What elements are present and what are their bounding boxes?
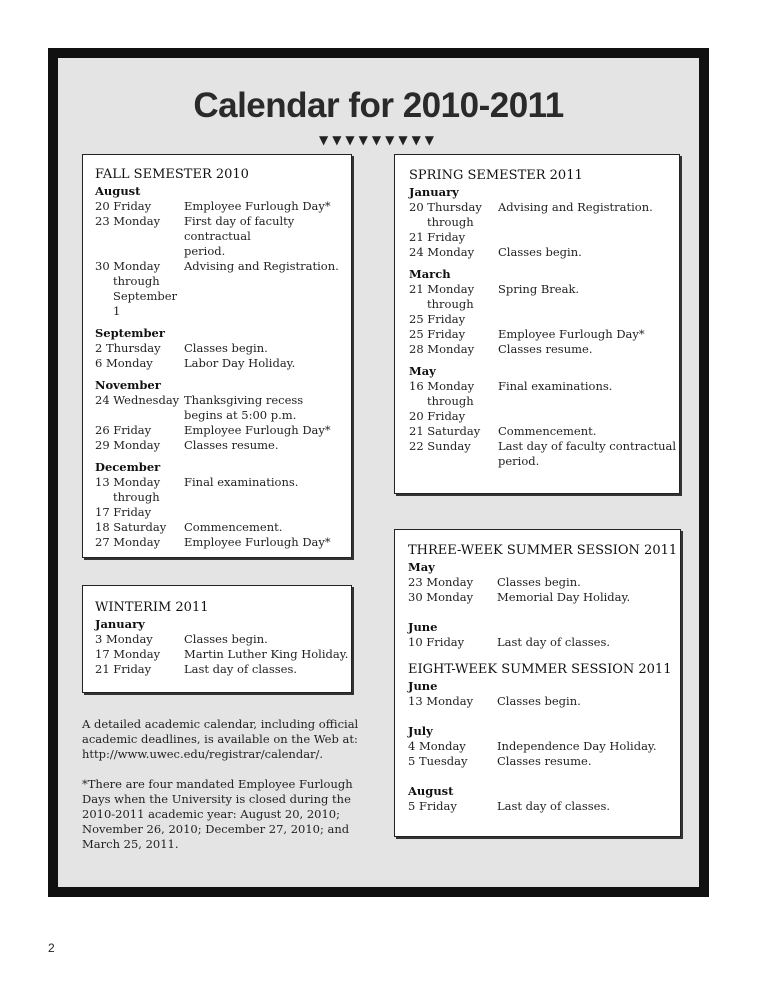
calendar-row	[95, 244, 351, 259]
row-date	[95, 408, 184, 423]
furlough-note: *There are four mandated Employee Furlough Days when the University is closed during the 2010-2011 academic year: August 20, 2010; November 26, 2010; December 27, 2010; and March 25, 2011.	[82, 777, 353, 851]
calendar-row	[409, 297, 679, 312]
row-event: Martin Luther King Holiday.	[184, 647, 349, 661]
calendar-row	[95, 274, 351, 289]
row-event: Last day of faculty contractual	[498, 439, 677, 453]
calendar-row	[95, 259, 351, 274]
month-heading: June	[408, 679, 438, 693]
fall-semester-heading: FALL SEMESTER 2010	[95, 167, 249, 182]
row-date: 25 Friday	[409, 327, 466, 341]
three-week-summer-heading: THREE-WEEK SUMMER SESSION 2011	[408, 543, 678, 558]
page-title: Calendar for 2010-2011	[193, 86, 564, 125]
row-event: Classes resume.	[184, 438, 279, 452]
calendar-row	[409, 439, 679, 454]
row-event: Advising and Registration.	[498, 200, 653, 214]
row-date: September 1	[113, 289, 178, 318]
month-heading: November	[95, 378, 161, 392]
month-spacer	[408, 769, 680, 784]
row-event: Classes begin.	[498, 245, 582, 259]
row-date	[409, 454, 498, 469]
calendar-row	[95, 535, 351, 550]
row-date: 5 Friday	[408, 799, 457, 813]
calendar-row	[95, 490, 351, 505]
month-spacer	[408, 605, 680, 620]
row-event: Classes begin.	[184, 632, 268, 646]
row-date: 17 Monday	[95, 647, 161, 661]
month-heading: May	[409, 364, 436, 378]
calendar-row	[408, 575, 680, 590]
month-heading: January	[409, 185, 459, 199]
row-event: Independence Day Holiday.	[497, 739, 657, 753]
row-date: 20 Friday	[409, 409, 466, 423]
month-spacer	[95, 371, 351, 378]
row-event	[184, 274, 351, 289]
row-date: 13 Monday	[408, 694, 474, 708]
row-event: Classes begin.	[497, 575, 581, 589]
calendar-row	[95, 289, 351, 319]
row-event: Spring Break.	[498, 282, 580, 296]
row-date: 26 Friday	[95, 423, 152, 437]
month-heading: May	[408, 560, 435, 574]
row-date: 30 Monday	[95, 259, 161, 273]
calendar-row	[409, 327, 679, 342]
row-date: 24 Wednesday	[95, 393, 180, 407]
calendar-row	[95, 438, 351, 453]
row-event: Employee Furlough Day*	[184, 535, 331, 549]
calendar-row	[95, 647, 351, 662]
row-date: 23 Monday	[408, 575, 474, 589]
row-event: period.	[498, 454, 540, 468]
row-event: Commencement.	[184, 520, 283, 534]
row-event: First day of faculty contractual	[184, 214, 295, 243]
calendar-row	[95, 199, 351, 214]
calendar-row	[95, 393, 351, 408]
month-heading: March	[409, 267, 451, 281]
calendar-row	[95, 356, 351, 371]
calendar-row	[409, 312, 679, 327]
row-event: Classes resume.	[498, 342, 593, 356]
fall-semester-list	[95, 184, 351, 550]
row-date: 10 Friday	[408, 635, 465, 649]
row-event: Employee Furlough Day*	[184, 199, 331, 213]
row-date: 18 Saturday	[95, 520, 167, 534]
month-spacer	[409, 357, 679, 364]
calendar-row	[95, 214, 351, 244]
row-date: 25 Friday	[409, 312, 466, 326]
spring-semester-heading: SPRING SEMESTER 2011	[409, 168, 583, 183]
row-event: Last day of classes.	[497, 635, 611, 649]
calendar-row	[95, 632, 351, 647]
calendar-row	[95, 423, 351, 438]
row-date: 23 Monday	[95, 214, 161, 228]
row-event	[184, 490, 351, 505]
three-week-summer-list	[408, 560, 680, 650]
row-event: Labor Day Holiday.	[184, 356, 296, 370]
month-spacer	[95, 453, 351, 460]
calendar-row	[408, 694, 680, 709]
row-event: Thanksgiving recess	[184, 393, 304, 407]
eight-week-summer-list	[408, 679, 680, 814]
row-date: through	[427, 297, 474, 311]
row-event: Final examinations.	[498, 379, 613, 393]
row-event	[498, 394, 679, 409]
calendar-row	[95, 505, 351, 520]
calendar-row	[409, 215, 679, 230]
winterim-heading: WINTERIM 2011	[95, 600, 209, 615]
fall-semester-box	[82, 154, 352, 558]
row-date: through	[113, 274, 160, 288]
row-date: 30 Monday	[408, 590, 474, 604]
row-date: 6 Monday	[95, 356, 153, 370]
triangle-ornament: ▼▼▼▼▼▼▼▼▼	[318, 133, 439, 147]
spring-semester-list	[409, 185, 679, 469]
row-event	[184, 505, 351, 520]
row-date: 29 Monday	[95, 438, 161, 452]
row-date: 24 Monday	[409, 245, 475, 259]
row-event	[498, 409, 679, 424]
row-date: 4 Monday	[408, 739, 466, 753]
calendar-row	[409, 200, 679, 215]
row-date: 22 Sunday	[409, 439, 471, 453]
calendar-row	[95, 662, 351, 677]
row-date: 17 Friday	[95, 505, 152, 519]
calendar-row	[95, 408, 351, 423]
summer-sessions-box	[394, 529, 681, 837]
row-date: 3 Monday	[95, 632, 153, 646]
row-event	[184, 289, 351, 319]
row-date: 21 Friday	[409, 230, 466, 244]
calendar-row	[95, 520, 351, 535]
calendar-row	[408, 590, 680, 605]
calendar-row	[408, 754, 680, 769]
row-event: Last day of classes.	[184, 662, 298, 676]
row-event: Classes resume.	[497, 754, 592, 768]
month-heading: September	[95, 326, 165, 340]
page-number: 2	[48, 941, 55, 955]
row-event: Classes begin.	[184, 341, 268, 355]
month-spacer	[408, 709, 680, 724]
month-spacer	[95, 319, 351, 326]
website-note: A detailed academic calendar, including official academic deadlines, is available on the Web at: http://www.uwec.edu/registrar/calendar/.	[82, 717, 359, 761]
row-event: Last day of classes.	[497, 799, 611, 813]
row-date: 2 Thursday	[95, 341, 161, 355]
row-event	[498, 230, 679, 245]
calendar-row	[408, 635, 680, 650]
row-event: period.	[184, 244, 226, 258]
calendar-row	[409, 424, 679, 439]
calendar-row	[95, 341, 351, 356]
calendar-row	[409, 282, 679, 297]
page-frame	[48, 48, 709, 897]
row-event: Final examinations.	[184, 475, 299, 489]
spring-semester-box	[394, 154, 680, 494]
row-event: Memorial Day Holiday.	[497, 590, 631, 604]
row-date: 20 Thursday	[409, 200, 482, 214]
row-event	[498, 215, 679, 230]
row-date: through	[113, 490, 160, 504]
calendar-row	[409, 454, 679, 469]
row-event: Commencement.	[498, 424, 597, 438]
calendar-row	[409, 245, 679, 260]
row-date	[95, 244, 184, 259]
calendar-row	[408, 799, 680, 814]
row-event: Advising and Registration.	[184, 259, 339, 273]
month-spacer	[409, 260, 679, 267]
row-date: 5 Tuesday	[408, 754, 468, 768]
row-date: 13 Monday	[95, 475, 161, 489]
calendar-row	[95, 475, 351, 490]
row-event: begins at 5:00 p.m.	[184, 408, 297, 422]
row-event	[498, 297, 679, 312]
row-event: Employee Furlough Day*	[498, 327, 645, 341]
calendar-row	[409, 409, 679, 424]
month-heading: June	[408, 620, 438, 634]
row-date: 28 Monday	[409, 342, 475, 356]
calendar-row	[408, 739, 680, 754]
row-event	[498, 312, 679, 327]
row-date: 16 Monday	[409, 379, 475, 393]
month-heading: January	[95, 617, 145, 631]
row-date: 20 Friday	[95, 199, 152, 213]
month-heading: December	[95, 460, 161, 474]
row-date: 21 Saturday	[409, 424, 481, 438]
row-date: through	[427, 215, 474, 229]
month-heading: July	[408, 724, 433, 738]
winterim-list	[95, 617, 351, 677]
eight-week-summer-heading: EIGHT-WEEK SUMMER SESSION 2011	[408, 662, 672, 677]
row-date: 21 Friday	[95, 662, 152, 676]
month-heading: August	[95, 184, 141, 198]
calendar-row	[409, 342, 679, 357]
month-heading: August	[408, 784, 454, 798]
row-date: 21 Monday	[409, 282, 475, 296]
row-date: through	[427, 394, 474, 408]
row-event: Employee Furlough Day*	[184, 423, 331, 437]
calendar-row	[409, 379, 679, 394]
calendar-row	[409, 230, 679, 245]
calendar-row	[409, 394, 679, 409]
calendar-panel	[58, 58, 699, 887]
row-event: Classes begin.	[497, 694, 581, 708]
row-date: 27 Monday	[95, 535, 161, 549]
winterim-box	[82, 585, 352, 693]
